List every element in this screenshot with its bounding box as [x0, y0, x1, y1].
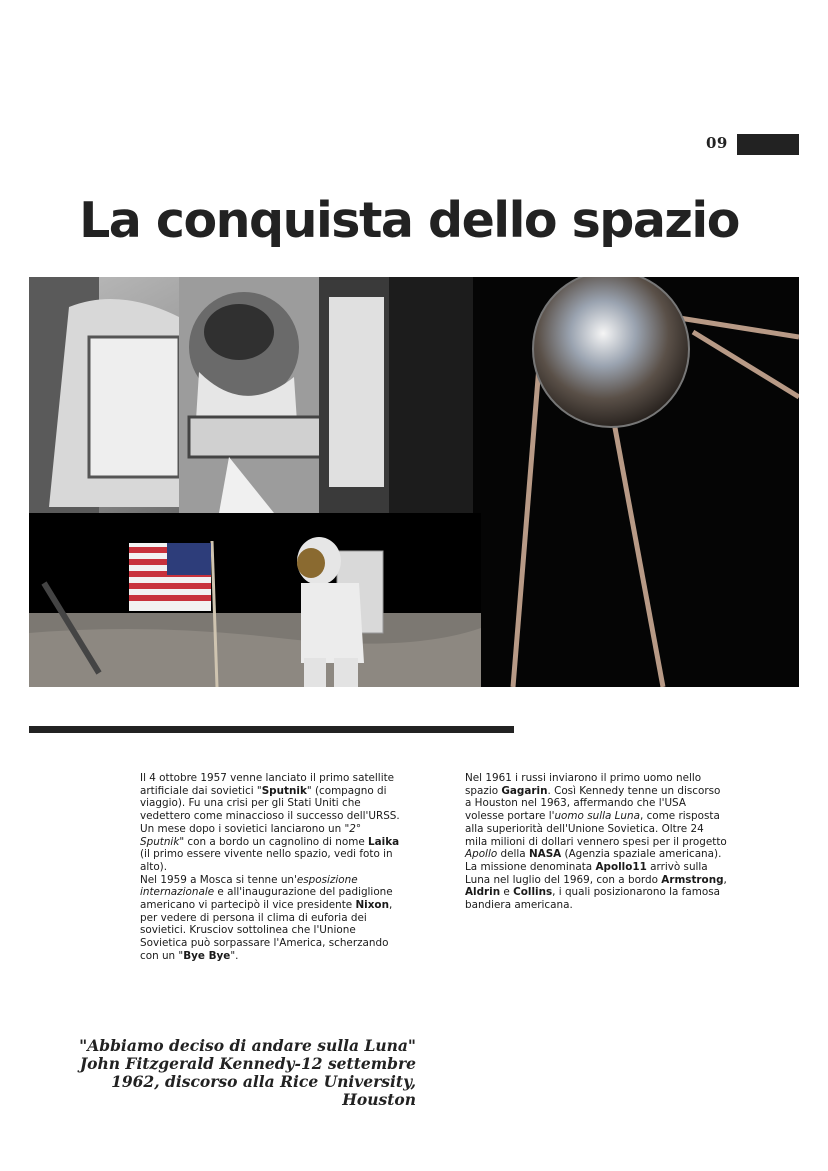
text-run-normal: (Agenzia spaziale americana). La missione denominata: [465, 848, 722, 873]
page-number-bar: [737, 134, 799, 155]
text-run-normal: , per vedere di persona il clima di euforia dei sovietici. Krusciov sottolinea che l'Unione Sovietica può sorpassare l'America, scherzando con un ": [140, 899, 393, 962]
text-run-normal: , come risposta alla superiorità dell'Unione Sovietica. Oltre 24 mila milioni di dollari vennero spesi per il progetto: [465, 810, 727, 848]
text-run-italic: esposizione internazionale: [140, 873, 358, 899]
text-run-bold: Bye Bye: [183, 949, 231, 962]
moon-landing-photo: [29, 513, 481, 687]
text-run-bold: Apollo11: [595, 860, 647, 873]
text-run-normal: " con a bordo un cagnolino di nome: [179, 835, 369, 848]
text-run-bold: Armstrong: [661, 873, 724, 886]
american-flag: [129, 543, 211, 611]
quote-line: 1962, discorso alla Rice University,: [111, 1072, 416, 1091]
text-run-normal: ,: [723, 873, 727, 886]
text-run-bold: Laika: [368, 835, 400, 848]
text-run-normal: Il 4 ottobre 1957 venne lanciato il primo satellite artificiale dai sovietici ": [140, 772, 395, 797]
text-run-bold: Gagarin: [501, 784, 548, 797]
kennedy-quote: [70, 1037, 416, 1109]
quote-line: "Abbiamo deciso di andare sulla Luna": [79, 1036, 416, 1055]
text-run-normal: Nel 1961 i russi inviarono il primo uomo nello spazio: [465, 772, 702, 797]
text-run-normal: " (compagno di viaggio). Fu una crisi per gli Stati Uniti che vedettero come minaccioso il successo dell'URSS. Un mese dopo i sovietici lanciarono un ": [140, 784, 400, 835]
text-run-bold: Collins: [513, 886, 553, 899]
paragraph-nixon: [140, 874, 400, 963]
page-number: 09: [706, 134, 728, 152]
text-run-normal: ".: [230, 949, 239, 962]
text-run-italic: 2° Sputnik: [140, 822, 362, 848]
page-title: La conquista dello spazio: [79, 192, 739, 249]
text-column-left: [140, 772, 400, 963]
paragraph-apollo: [465, 772, 727, 912]
text-run-bold: Nixon: [355, 899, 389, 912]
section-divider: [29, 726, 514, 733]
paragraph-sputnik: [140, 772, 400, 874]
quote-line: Houston: [342, 1090, 416, 1109]
text-run-normal: , i quali posizionarono la famosa bandiera americana.: [465, 886, 720, 912]
text-run-bold: NASA: [528, 848, 562, 861]
text-run-normal: Nel 1959 a Mosca si tenne un': [140, 873, 297, 886]
text-run-normal: arrivò sulla Luna nel luglio del 1969, con a bordo: [465, 860, 708, 886]
text-run-normal: e all'inaugurazione del padiglione americano vi partecipò il vice presidente: [140, 886, 393, 912]
photo-collage: [29, 277, 799, 687]
text-run-italic: Apollo: [465, 848, 498, 861]
quote-line: John Fitzgerald Kennedy-12 settembre: [79, 1054, 416, 1073]
text-run-bold: Aldrin: [465, 886, 501, 899]
text-run-normal: . Così Kennedy tenne un discorso a Houston nel 1963, affermando che l'USA volesse portare l': [465, 784, 721, 823]
text-run-normal: (il primo essere vivente nello spazio, vedi foto in alto).: [140, 848, 393, 873]
sputnik-photo: [473, 277, 799, 687]
text-run-italic: uomo sulla Luna: [554, 810, 640, 823]
text-column-right: [465, 772, 727, 912]
text-run-bold: Sputnik: [261, 784, 307, 797]
text-run-normal: della: [497, 848, 529, 861]
laika-photo: [29, 277, 473, 513]
text-run-normal: e: [500, 886, 514, 899]
